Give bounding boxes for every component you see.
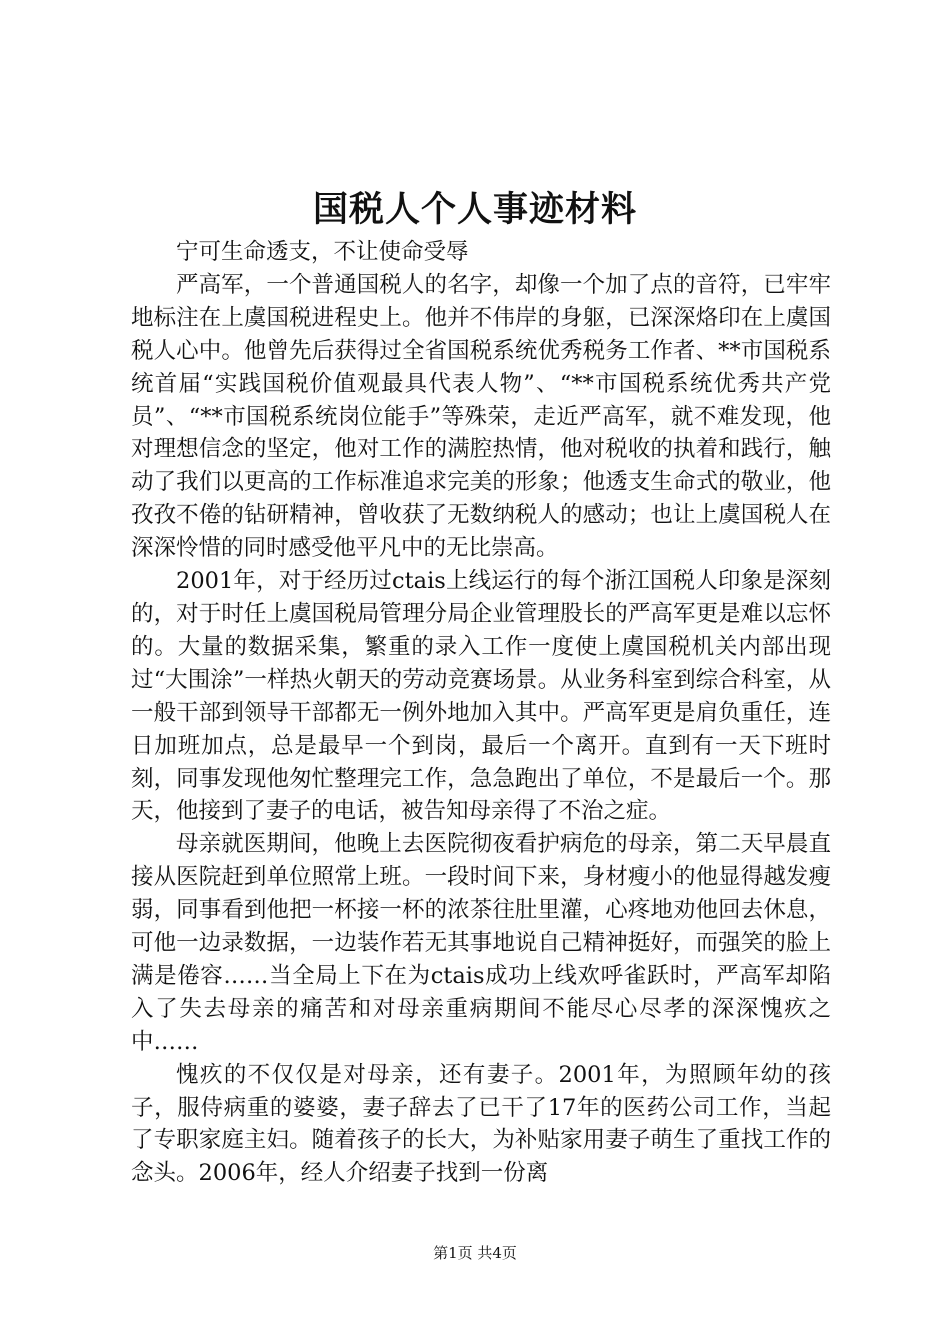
- body-paragraph: 2001年，对于经历过ctais上线运行的每个浙江国税人印象是深刻的，对于时任上虞国税局管理分局企业管理股长的严高军更是难以忘怀的。大量的数据采集，繁重的录入工作一度使上虞国税机关内部出现过“大围涂”一样热火朝天的劳动竞赛场景。从业务科室到综合科室，从一般干部到领导干部都无一例外地加入其中。严高军更是肩负重任，连日加班加点，总是最早一个到岗，最后一个离开。直到有一天下班时刻，同事发现他匆忙整理完工作，急急跑出了单位，不是最后一个。那天，他接到了妻子的电话，被告知母亲得了不治之症。: [131, 568, 831, 825]
- document-title: 国税人个人事迹材料: [312, 189, 637, 230]
- body-paragraph: 愧疚的不仅仅是对母亲，还有妻子。2001年，为照顾年幼的孩子，服侍病重的婆婆，妻子辞去了已干了17年的医药公司工作，当起了专职家庭主妇。随着孩子的长大，为补贴家用妻子萌生了重找工作的念头。2006年，经人介绍妻子找到一份离: [131, 1061, 831, 1187]
- body-paragraph: 严高军，一个普通国税人的名字，却像一个加了点的音符，已牢牢地标注在上虞国税进程史上。他并不伟岸的身躯，已深深烙印在上虞国税人心中。他曾先后获得过全省国税系统优秀税务工作者、**市国税系统首届“实践国税价值观最具代表人物”、“**市国税系统优秀共产党员”、“**市国税系统岗位能手”等殊荣，走近严高军，就不难发现，他对理想信念的坚定，他对工作的满腔热情，他对税收的执着和践行，触动了我们以更高的工作标准追求完美的形象；他透支生命式的敬业，他孜孜不倦的钻研精神，曾收获了无数纳税人的感动；也让上虞国税人在深深怜惜的同时感受他平凡中的无比崇高。: [131, 271, 831, 562]
- document-body: [131, 236, 831, 1190]
- page-indicator: 第1页 共4页: [433, 1244, 517, 1262]
- body-paragraph: 母亲就医期间，他晚上去医院彻夜看护病危的母亲，第二天早晨直接从医院赶到单位照常上班。一段时间下来，身材瘦小的他显得越发瘦弱，同事看到他把一杯接一杯的浓茶往肚里灌，心疼地劝他回去休息，可他一边录数据，一边装作若无其事地说自己精神挺好，而强笑的脸上满是倦容……当全局上下在为ctais成功上线欢呼雀跃时，严高军却陷入了失去母亲的痛苦和对母亲重病期间不能尽心尽孝的深深愧疚之中……: [131, 831, 831, 1055]
- subtitle-paragraph: 宁可生命透支，不让使命受辱: [176, 239, 469, 265]
